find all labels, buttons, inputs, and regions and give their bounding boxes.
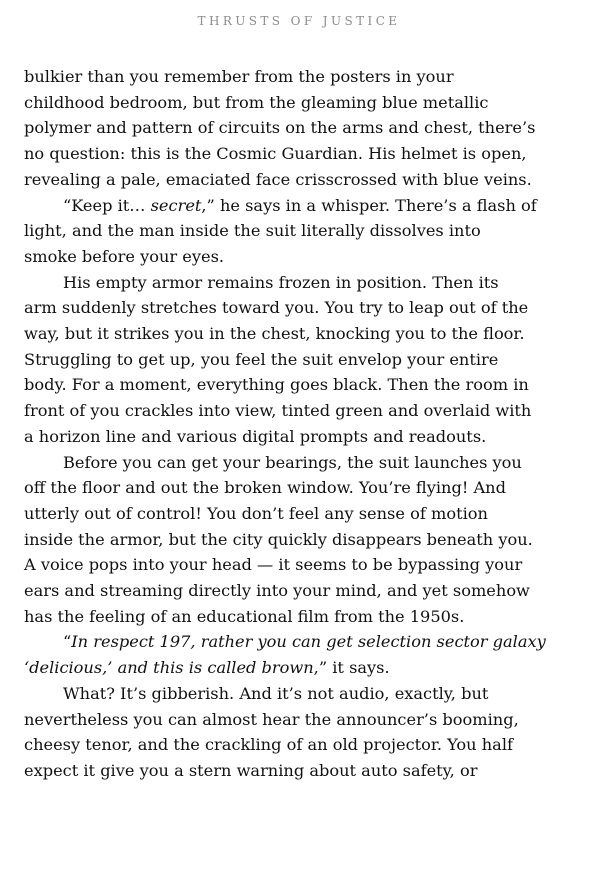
text-line [24, 115, 580, 141]
text-run: front of you crackles into view, tinted green and overlaid with [24, 401, 532, 421]
text-line [24, 707, 580, 733]
text-run: smoke before your eyes. [24, 246, 225, 266]
text-run: What? It’s gibberish. And it’s not audio, exactly, but [63, 683, 489, 703]
text-line [24, 141, 580, 167]
text-run: revealing a pale, emaciated face crisscrossed with blue veins. [24, 169, 532, 189]
text-run: inside the armor, but the city quickly disappears beneath you. [24, 529, 533, 549]
text-line [24, 372, 580, 398]
text-line [24, 244, 580, 270]
text-run: Struggling to get up, you feel the suit envelop your entire [24, 349, 499, 369]
paragraph [24, 270, 580, 450]
text-run: utterly out of control! You don’t feel any sense of motion [24, 503, 488, 523]
text-run: ,” he says in a whisper. There’s a flash of [201, 195, 537, 215]
text-line [24, 424, 580, 450]
text-run: ,” it says. [313, 658, 390, 678]
text-run: “Keep it… [63, 195, 151, 215]
text-line [24, 450, 580, 476]
text-run: light, and the man inside the suit literally dissolves into [24, 221, 481, 241]
text-line [24, 64, 580, 90]
text-line [24, 681, 580, 707]
paragraph [24, 193, 580, 270]
text-run: childhood bedroom, but from the gleaming blue metallic [24, 92, 489, 112]
text-run: A voice pops into your head — it seems to be bypassing your [24, 555, 523, 575]
paragraph [24, 629, 580, 680]
text-run: body. For a moment, everything goes black. Then the room in [24, 375, 529, 395]
paragraph [24, 64, 580, 193]
text-line [24, 578, 580, 604]
text-line [24, 90, 580, 116]
italic-text-run: ‘delicious,’ and this is called brown [24, 658, 314, 678]
paragraph [24, 681, 580, 784]
text-run: “ [63, 632, 72, 652]
text-line [24, 552, 580, 578]
text-line [24, 732, 580, 758]
text-run: expect it give you a stern warning about auto safety, or [24, 760, 478, 780]
text-run: has the feeling of an educational film from the 1950s. [24, 606, 465, 626]
text-run: a horizon line and various digital prompts and readouts. [24, 426, 487, 446]
text-run: polymer and pattern of circuits on the arms and chest, there’s [24, 118, 536, 138]
text-line [24, 270, 580, 296]
text-line [24, 295, 580, 321]
text-line [24, 167, 580, 193]
text-line [24, 629, 580, 655]
text-line [24, 193, 580, 219]
text-line [24, 321, 580, 347]
paragraph [24, 450, 580, 630]
text-run: bulkier than you remember from the posters in your [24, 67, 454, 86]
text-line [24, 218, 580, 244]
text-line [24, 475, 580, 501]
text-line [24, 604, 580, 630]
text-run: nevertheless you can almost hear the announcer’s booming, [24, 709, 519, 729]
text-run: ears and streaming directly into your mind, and yet somehow [24, 581, 530, 601]
text-line [24, 655, 580, 681]
text-run: way, but it strikes you in the chest, knocking you to the floor. [24, 324, 525, 344]
text-line [24, 527, 580, 553]
text-run: off the floor and out the broken window. You’re flying! And [24, 478, 506, 498]
italic-text-run: secret [150, 195, 202, 215]
text-run: arm suddenly stretches toward you. You try to leap out of the [24, 298, 529, 318]
text-line [24, 347, 580, 373]
text-run: Before you can get your bearings, the suit launches you [63, 452, 522, 472]
text-run: no question: this is the Cosmic Guardian. His helmet is open, [24, 144, 527, 164]
body-text [24, 64, 580, 784]
text-line [24, 501, 580, 527]
text-line [24, 398, 580, 424]
italic-text-run: In respect 197, rather you can get selection sector galaxy [71, 632, 546, 652]
text-run: His empty armor remains frozen in position. Then its [63, 272, 499, 292]
running-header-title: THRUSTS OF JUSTICE [197, 14, 401, 28]
text-line [24, 758, 580, 784]
text-run: cheesy tenor, and the crackling of an old projector. You half [24, 735, 513, 755]
